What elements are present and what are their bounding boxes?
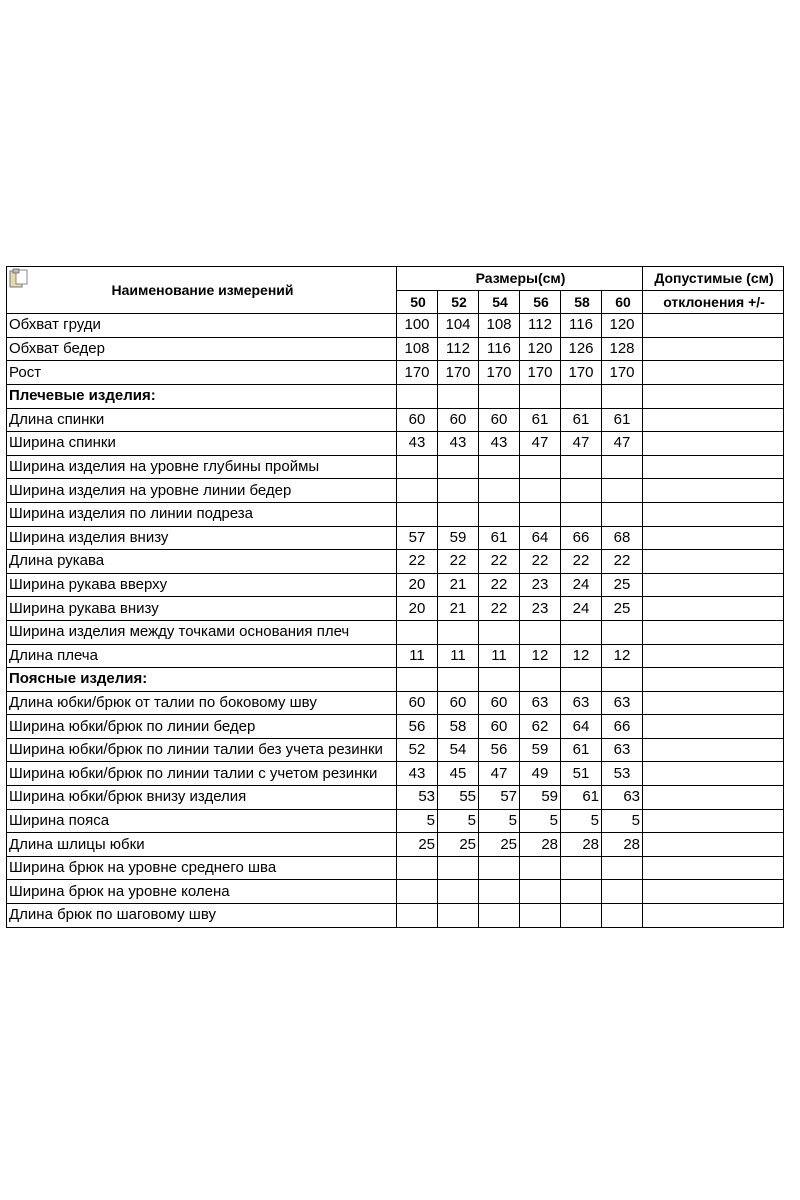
size-value-cell: 61 bbox=[520, 408, 561, 432]
size-header: 58 bbox=[561, 290, 602, 314]
measurement-label: Длина спинки bbox=[7, 408, 397, 432]
size-value-cell bbox=[520, 668, 561, 692]
size-value-cell: 23 bbox=[520, 573, 561, 597]
size-header: 60 bbox=[602, 290, 643, 314]
size-header: 56 bbox=[520, 290, 561, 314]
size-value-cell: 22 bbox=[479, 573, 520, 597]
table-row bbox=[7, 550, 784, 574]
section-row bbox=[7, 384, 784, 408]
size-value-cell bbox=[602, 668, 643, 692]
size-value-cell bbox=[397, 668, 438, 692]
size-value-cell: 5 bbox=[561, 809, 602, 833]
size-value-cell: 51 bbox=[561, 762, 602, 786]
size-value-cell: 11 bbox=[479, 644, 520, 668]
size-value-cell: 5 bbox=[397, 809, 438, 833]
tolerance-cell bbox=[643, 550, 784, 574]
size-value-cell: 61 bbox=[602, 408, 643, 432]
size-value-cell bbox=[561, 668, 602, 692]
size-value-cell bbox=[397, 384, 438, 408]
size-value-cell: 116 bbox=[561, 314, 602, 338]
size-value-cell: 59 bbox=[438, 526, 479, 550]
measurement-label: Ширина изделия по линии подреза bbox=[7, 502, 397, 526]
size-value-cell: 100 bbox=[397, 314, 438, 338]
size-value-cell: 28 bbox=[561, 833, 602, 857]
table-row bbox=[7, 526, 784, 550]
size-value-cell: 104 bbox=[438, 314, 479, 338]
measurement-label: Ширина пояса bbox=[7, 809, 397, 833]
size-value-cell: 116 bbox=[479, 337, 520, 361]
size-value-cell: 43 bbox=[397, 762, 438, 786]
size-value-cell bbox=[397, 880, 438, 904]
table-row bbox=[7, 408, 784, 432]
tolerance-header-line1: Допустимые (см) bbox=[643, 267, 784, 291]
size-value-cell bbox=[561, 502, 602, 526]
measurement-label: Ширина юбки/брюк по линии талии с учетом резинки bbox=[7, 762, 397, 786]
size-value-cell bbox=[479, 904, 520, 928]
measurement-label: Ширина брюк на уровне среднего шва bbox=[7, 856, 397, 880]
size-value-cell: 20 bbox=[397, 597, 438, 621]
measurement-label: Ширина изделия на уровне линии бедер bbox=[7, 479, 397, 503]
size-value-cell: 47 bbox=[602, 432, 643, 456]
size-value-cell: 64 bbox=[561, 715, 602, 739]
size-value-cell: 60 bbox=[438, 691, 479, 715]
table-row bbox=[7, 502, 784, 526]
size-value-cell: 21 bbox=[438, 597, 479, 621]
table-row bbox=[7, 644, 784, 668]
tolerance-cell bbox=[643, 573, 784, 597]
tolerance-header-line2: отклонения +/- bbox=[643, 290, 784, 314]
size-value-cell: 47 bbox=[479, 762, 520, 786]
table-row bbox=[7, 715, 784, 739]
tolerance-cell bbox=[643, 314, 784, 338]
size-value-cell bbox=[397, 904, 438, 928]
size-value-cell: 59 bbox=[520, 738, 561, 762]
size-value-cell: 128 bbox=[602, 337, 643, 361]
size-value-cell: 120 bbox=[520, 337, 561, 361]
table-row bbox=[7, 314, 784, 338]
size-value-cell bbox=[561, 620, 602, 644]
table-row bbox=[7, 432, 784, 456]
size-value-cell bbox=[520, 479, 561, 503]
size-value-cell bbox=[602, 455, 643, 479]
size-value-cell bbox=[438, 479, 479, 503]
size-value-cell bbox=[479, 856, 520, 880]
size-value-cell bbox=[520, 856, 561, 880]
size-value-cell bbox=[438, 880, 479, 904]
size-value-cell bbox=[602, 880, 643, 904]
measurement-label: Длина плеча bbox=[7, 644, 397, 668]
size-value-cell: 43 bbox=[397, 432, 438, 456]
size-value-cell: 22 bbox=[397, 550, 438, 574]
table-row bbox=[7, 904, 784, 928]
size-value-cell: 61 bbox=[561, 408, 602, 432]
measurement-label: Длина рукава bbox=[7, 550, 397, 574]
size-value-cell: 170 bbox=[479, 361, 520, 385]
size-value-cell: 25 bbox=[602, 573, 643, 597]
size-value-cell: 22 bbox=[520, 550, 561, 574]
size-value-cell: 68 bbox=[602, 526, 643, 550]
section-label: Поясные изделия: bbox=[7, 668, 397, 692]
table-row bbox=[7, 573, 784, 597]
tolerance-cell bbox=[643, 715, 784, 739]
size-value-cell: 126 bbox=[561, 337, 602, 361]
tolerance-cell bbox=[643, 833, 784, 857]
table-row bbox=[7, 479, 784, 503]
size-value-cell: 49 bbox=[520, 762, 561, 786]
size-value-cell bbox=[479, 479, 520, 503]
size-value-cell: 56 bbox=[397, 715, 438, 739]
size-table bbox=[6, 266, 784, 928]
size-value-cell bbox=[520, 384, 561, 408]
size-value-cell bbox=[397, 479, 438, 503]
size-value-cell bbox=[438, 620, 479, 644]
table-row bbox=[7, 361, 784, 385]
size-value-cell: 20 bbox=[397, 573, 438, 597]
size-value-cell: 63 bbox=[602, 738, 643, 762]
sizes-header: Размеры(см) bbox=[397, 267, 643, 291]
size-value-cell: 120 bbox=[602, 314, 643, 338]
size-value-cell bbox=[520, 455, 561, 479]
tolerance-cell bbox=[643, 809, 784, 833]
measurement-label: Обхват груди bbox=[7, 314, 397, 338]
size-value-cell: 45 bbox=[438, 762, 479, 786]
size-value-cell bbox=[561, 904, 602, 928]
size-value-cell bbox=[520, 620, 561, 644]
size-value-cell: 24 bbox=[561, 573, 602, 597]
size-value-cell bbox=[602, 856, 643, 880]
size-value-cell bbox=[602, 384, 643, 408]
size-value-cell: 60 bbox=[479, 408, 520, 432]
size-value-cell: 5 bbox=[438, 809, 479, 833]
size-value-cell bbox=[561, 384, 602, 408]
size-value-cell bbox=[602, 904, 643, 928]
size-value-cell: 12 bbox=[561, 644, 602, 668]
size-value-cell: 28 bbox=[602, 833, 643, 857]
measurement-label: Длина юбки/брюк от талии по боковому шву bbox=[7, 691, 397, 715]
size-value-cell: 63 bbox=[520, 691, 561, 715]
size-value-cell: 22 bbox=[438, 550, 479, 574]
size-value-cell: 112 bbox=[438, 337, 479, 361]
table-row bbox=[7, 620, 784, 644]
tolerance-cell bbox=[643, 644, 784, 668]
tolerance-cell bbox=[643, 408, 784, 432]
size-value-cell bbox=[397, 856, 438, 880]
measurement-label: Ширина изделия внизу bbox=[7, 526, 397, 550]
size-value-cell: 5 bbox=[602, 809, 643, 833]
size-value-cell: 61 bbox=[561, 738, 602, 762]
size-value-cell: 22 bbox=[561, 550, 602, 574]
tolerance-cell bbox=[643, 668, 784, 692]
measurement-label: Ширина брюк на уровне колена bbox=[7, 880, 397, 904]
measurement-label: Ширина рукава вверху bbox=[7, 573, 397, 597]
size-value-cell: 63 bbox=[602, 691, 643, 715]
size-value-cell: 25 bbox=[438, 833, 479, 857]
size-value-cell bbox=[479, 668, 520, 692]
size-value-cell: 43 bbox=[438, 432, 479, 456]
size-value-cell: 60 bbox=[397, 408, 438, 432]
measurement-label: Ширина юбки/брюк по линии бедер bbox=[7, 715, 397, 739]
size-value-cell: 47 bbox=[520, 432, 561, 456]
size-value-cell bbox=[479, 502, 520, 526]
size-value-cell: 21 bbox=[438, 573, 479, 597]
size-value-cell bbox=[520, 502, 561, 526]
section-label: Плечевые изделия: bbox=[7, 384, 397, 408]
size-value-cell: 66 bbox=[561, 526, 602, 550]
size-value-cell: 170 bbox=[520, 361, 561, 385]
size-value-cell: 64 bbox=[520, 526, 561, 550]
tolerance-cell bbox=[643, 880, 784, 904]
size-value-cell: 5 bbox=[479, 809, 520, 833]
size-value-cell: 53 bbox=[397, 786, 438, 810]
size-value-cell: 63 bbox=[602, 786, 643, 810]
size-value-cell bbox=[438, 384, 479, 408]
size-value-cell: 170 bbox=[602, 361, 643, 385]
size-value-cell: 25 bbox=[602, 597, 643, 621]
size-value-cell: 170 bbox=[397, 361, 438, 385]
size-value-cell: 24 bbox=[561, 597, 602, 621]
tolerance-cell bbox=[643, 786, 784, 810]
size-value-cell: 112 bbox=[520, 314, 561, 338]
size-value-cell: 170 bbox=[438, 361, 479, 385]
size-value-cell: 5 bbox=[520, 809, 561, 833]
size-value-cell: 12 bbox=[602, 644, 643, 668]
size-value-cell bbox=[602, 502, 643, 526]
size-header: 50 bbox=[397, 290, 438, 314]
size-value-cell bbox=[438, 856, 479, 880]
size-value-cell: 47 bbox=[561, 432, 602, 456]
size-value-cell: 28 bbox=[520, 833, 561, 857]
size-value-cell bbox=[520, 880, 561, 904]
size-value-cell: 54 bbox=[438, 738, 479, 762]
size-value-cell bbox=[479, 384, 520, 408]
size-value-cell bbox=[397, 502, 438, 526]
tolerance-cell bbox=[643, 502, 784, 526]
size-value-cell: 61 bbox=[479, 526, 520, 550]
size-value-cell bbox=[479, 880, 520, 904]
size-value-cell: 63 bbox=[561, 691, 602, 715]
size-value-cell: 58 bbox=[438, 715, 479, 739]
tolerance-cell bbox=[643, 762, 784, 786]
size-value-cell: 11 bbox=[438, 644, 479, 668]
table-row bbox=[7, 880, 784, 904]
size-value-cell bbox=[479, 455, 520, 479]
size-value-cell: 22 bbox=[479, 550, 520, 574]
size-value-cell: 61 bbox=[561, 786, 602, 810]
size-value-cell: 59 bbox=[520, 786, 561, 810]
size-header: 52 bbox=[438, 290, 479, 314]
size-value-cell bbox=[397, 620, 438, 644]
size-value-cell: 60 bbox=[479, 715, 520, 739]
tolerance-cell bbox=[643, 337, 784, 361]
size-value-cell bbox=[479, 620, 520, 644]
size-value-cell: 108 bbox=[397, 337, 438, 361]
size-value-cell bbox=[438, 904, 479, 928]
size-value-cell: 56 bbox=[479, 738, 520, 762]
tolerance-cell bbox=[643, 691, 784, 715]
size-value-cell bbox=[438, 668, 479, 692]
tolerance-cell bbox=[643, 361, 784, 385]
measurement-label: Ширина изделия на уровне глубины проймы bbox=[7, 455, 397, 479]
tolerance-cell bbox=[643, 856, 784, 880]
section-row bbox=[7, 668, 784, 692]
size-value-cell: 12 bbox=[520, 644, 561, 668]
measurement-label: Рост bbox=[7, 361, 397, 385]
tolerance-cell bbox=[643, 479, 784, 503]
size-value-cell bbox=[561, 455, 602, 479]
size-value-cell: 60 bbox=[438, 408, 479, 432]
size-value-cell: 53 bbox=[602, 762, 643, 786]
measurement-label: Ширина юбки/брюк внизу изделия bbox=[7, 786, 397, 810]
measurement-label: Длина брюк по шаговому шву bbox=[7, 904, 397, 928]
size-value-cell: 25 bbox=[479, 833, 520, 857]
measurement-label: Ширина рукава внизу bbox=[7, 597, 397, 621]
size-value-cell: 22 bbox=[479, 597, 520, 621]
size-value-cell bbox=[561, 856, 602, 880]
size-value-cell bbox=[602, 479, 643, 503]
size-value-cell: 23 bbox=[520, 597, 561, 621]
size-value-cell bbox=[438, 455, 479, 479]
tolerance-cell bbox=[643, 597, 784, 621]
table-row bbox=[7, 337, 784, 361]
size-value-cell: 57 bbox=[479, 786, 520, 810]
size-value-cell: 170 bbox=[561, 361, 602, 385]
size-value-cell bbox=[520, 904, 561, 928]
table-row bbox=[7, 738, 784, 762]
table-row bbox=[7, 762, 784, 786]
size-value-cell: 55 bbox=[438, 786, 479, 810]
size-value-cell: 57 bbox=[397, 526, 438, 550]
table-row bbox=[7, 691, 784, 715]
table-row bbox=[7, 455, 784, 479]
table-row bbox=[7, 833, 784, 857]
size-value-cell: 60 bbox=[397, 691, 438, 715]
measurement-label: Ширина юбки/брюк по линии талии без учета резинки bbox=[7, 738, 397, 762]
size-value-cell: 60 bbox=[479, 691, 520, 715]
measurement-label: Длина шлицы юбки bbox=[7, 833, 397, 857]
size-value-cell bbox=[602, 620, 643, 644]
size-value-cell bbox=[397, 455, 438, 479]
size-value-cell bbox=[561, 479, 602, 503]
table-row bbox=[7, 809, 784, 833]
tolerance-cell bbox=[643, 526, 784, 550]
size-value-cell: 43 bbox=[479, 432, 520, 456]
tolerance-cell bbox=[643, 455, 784, 479]
measurement-label: Ширина спинки bbox=[7, 432, 397, 456]
size-value-cell: 108 bbox=[479, 314, 520, 338]
size-value-cell: 22 bbox=[602, 550, 643, 574]
tolerance-cell bbox=[643, 432, 784, 456]
measurement-label: Обхват бедер bbox=[7, 337, 397, 361]
table-row bbox=[7, 786, 784, 810]
size-value-cell: 62 bbox=[520, 715, 561, 739]
table-row bbox=[7, 856, 784, 880]
size-value-cell: 66 bbox=[602, 715, 643, 739]
size-value-cell: 25 bbox=[397, 833, 438, 857]
size-value-cell bbox=[561, 880, 602, 904]
measurement-label: Ширина изделия между точками основания плеч bbox=[7, 620, 397, 644]
size-header: 54 bbox=[479, 290, 520, 314]
table-row bbox=[7, 597, 784, 621]
tolerance-cell bbox=[643, 904, 784, 928]
size-value-cell: 11 bbox=[397, 644, 438, 668]
tolerance-cell bbox=[643, 738, 784, 762]
name-column-header: Наименование измерений bbox=[7, 267, 397, 314]
tolerance-cell bbox=[643, 384, 784, 408]
size-value-cell: 52 bbox=[397, 738, 438, 762]
tolerance-cell bbox=[643, 620, 784, 644]
size-value-cell bbox=[438, 502, 479, 526]
